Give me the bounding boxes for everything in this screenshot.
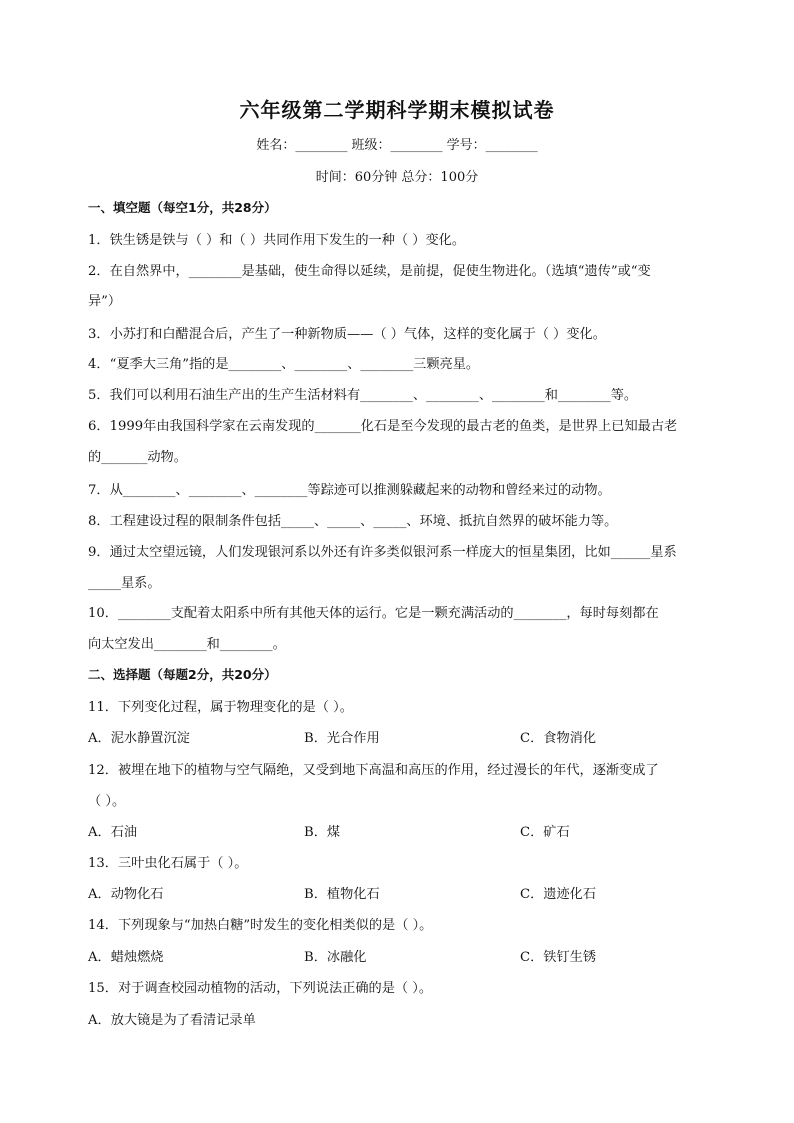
option-a: A．泥水静置沉淀 <box>88 731 190 746</box>
option-a: A．蜡烛燃烧 <box>88 950 164 965</box>
option-c: C．铁钉生锈 <box>520 950 597 965</box>
time-score-line: 时间：60分钟 总分：100分 <box>315 170 479 185</box>
question-stem: 11．下列变化过程，属于物理变化的是（ ）。 <box>88 700 353 715</box>
question-stem: 12．被埋在地下的植物与空气隔绝，又受到地下高温和高压的作用，经过漫长的年代，逐渐变成了 <box>88 763 659 778</box>
option-c: C．食物消化 <box>520 731 597 746</box>
question-stem: 13．三叶虫化石属于（ ）。 <box>88 856 248 871</box>
question-line: 2．在自然界中，________是基础，使生命得以延续，是前提，促使生物进化。（选填“遗传”或“变 <box>88 264 651 279</box>
option-a: A．动物化石 <box>88 887 164 902</box>
question-line: 10．________支配着太阳系中所有其他天体的运行。它是一颗充满活动的________，每时每刻都在 <box>88 606 659 621</box>
section-heading-multiple-choice: 二、选择题（每题2分，共20分） <box>88 667 277 682</box>
option-c: C．遗迹化石 <box>520 887 597 902</box>
question-line: 7．从________、________、________等踪迹可以推测躲藏起来的动物和曾经来过的动物。 <box>88 483 611 498</box>
question-stem-continued: （ ）。 <box>88 794 126 809</box>
question-line: 8．工程建设过程的限制条件包括_____、_____、_____、环境、抵抗自然界的破坏能力等。 <box>88 514 618 529</box>
option-c: C．矿石 <box>520 825 570 840</box>
question-line: 9．通过太空望远镜，人们发现银河系以外还有许多类似银河系一样庞大的恒星集团，比如______星系 <box>88 545 677 560</box>
question-stem: 15．对于调查校园动植物的活动，下列说法正确的是（ ）。 <box>88 981 433 996</box>
option-b: B．植物化石 <box>304 887 380 902</box>
student-info-line: 姓名：________ 班级：________ 学号：________ <box>256 138 538 153</box>
option-b: B．冰融化 <box>304 950 367 965</box>
option-b: B．光合作用 <box>304 731 380 746</box>
section-heading-fill-blank: 一、填空题（每空1分，共28分） <box>88 200 277 215</box>
question-line: 向太空发出________和________。 <box>88 637 286 652</box>
question-line: 1．铁生锈是铁与（ ）和（ ）共同作用下发生的一种（ ）变化。 <box>88 233 466 248</box>
question-line: 6．1999年由我国科学家在云南发现的_______化石是至今发现的最古老的鱼类，是世界上已知最古老 <box>88 419 678 434</box>
question-line: 4．“夏季大三角”指的是________、________、________三颗亮星。 <box>88 357 480 372</box>
question-line: _____星系。 <box>88 576 161 591</box>
option-b: B．煤 <box>304 825 341 840</box>
page-title: 六年级第二学期科学期末模拟试卷 <box>239 98 555 122</box>
question-line: 3．小苏打和白醋混合后，产生了一种新物质——（ ）气体，这样的变化属于（ ）变化。 <box>88 327 606 342</box>
question-line: 异”） <box>88 294 122 309</box>
question-line: 5．我们可以利用石油生产出的生产生活材料有________、________、________和________等。 <box>88 388 638 403</box>
option-a: A．放大镜是为了看清记录单 <box>88 1013 256 1028</box>
option-a: A．石油 <box>88 825 138 840</box>
question-line: 的_______动物。 <box>88 450 187 465</box>
question-stem: 14．下列现象与“加热白糖”时发生的变化相类似的是（ ）。 <box>88 918 433 933</box>
